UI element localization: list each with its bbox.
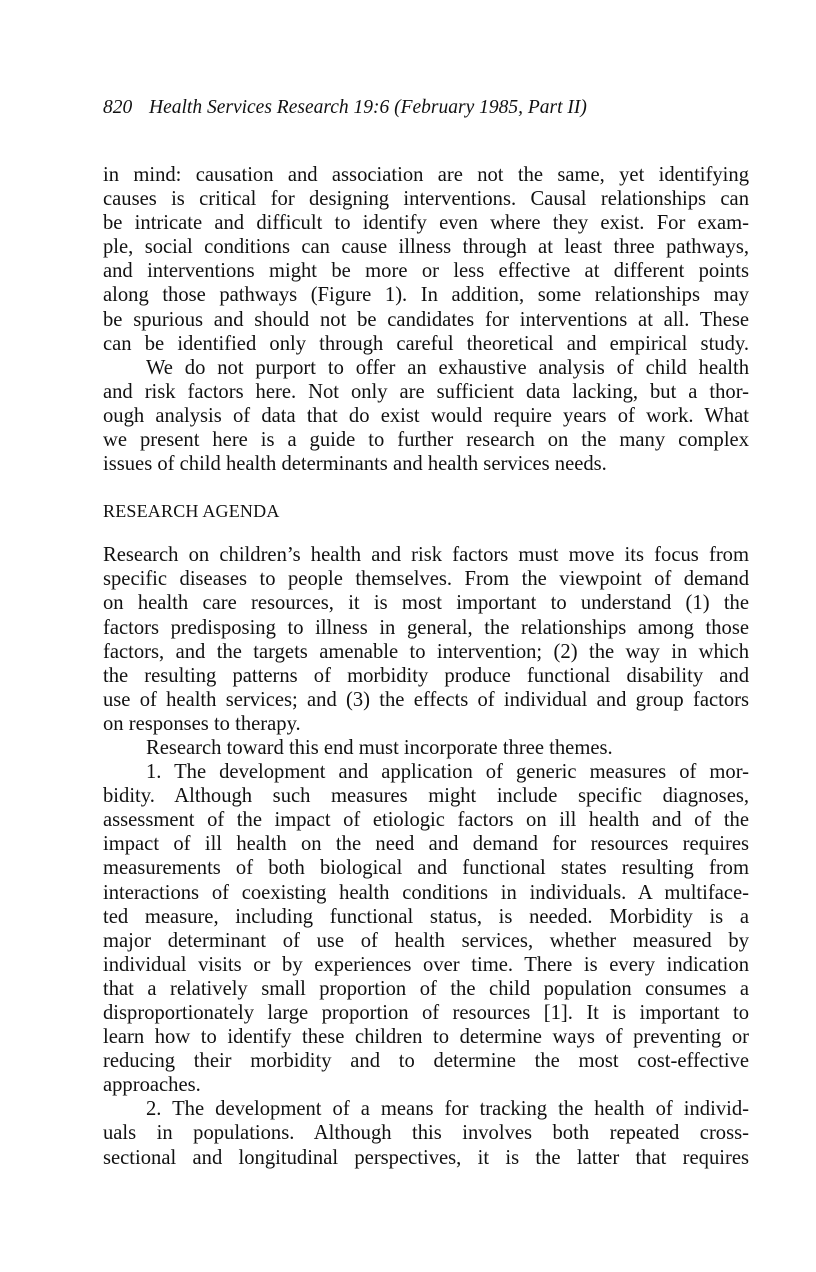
text-line: causes is critical for designing interventions. Causal relationships can (103, 188, 749, 211)
text-line: Research toward this end must incorporate three themes. (146, 736, 613, 759)
text-line: on responses to therapy. (103, 712, 301, 735)
journal-citation: Health Services Research 19:6 (February 1985, Part II) (149, 97, 587, 118)
paragraph-three-themes (103, 736, 749, 760)
text-line: ple, social conditions can cause illness through at least three pathways, (103, 236, 749, 259)
text-line: ted measure, including functional status, is needed. Morbidity is a (103, 905, 749, 928)
text-line: be spurious and should not be candidates for interventions at all. These (103, 308, 749, 331)
text-line: be intricate and difficult to identify even where they exist. For exam- (103, 212, 749, 235)
text-line: issues of child health determinants and health services needs. (103, 453, 607, 476)
text-line: We do not purport to offer an exhaustive analysis of child health (146, 356, 749, 379)
paragraph-theme-2 (103, 1097, 749, 1169)
text-line: factors predisposing to illness in general, the relationships among those (103, 616, 749, 639)
text-line: and risk factors here. Not only are sufficient data lacking, but a thor- (103, 380, 749, 403)
text-line: learn how to identify these children to determine ways of preventing or (103, 1026, 749, 1049)
text-line: major determinant of use of health services, whether measured by (103, 929, 749, 952)
text-line: factors, and the targets amenable to intervention; (2) the way in which (103, 640, 749, 663)
paragraph-scope (103, 356, 749, 476)
text-line: 2. The development of a means for tracking the health of individ- (146, 1098, 749, 1121)
text-line: approaches. (103, 1074, 201, 1097)
text-line: measurements of both biological and functional states resulting from (103, 857, 749, 880)
text-line: we present here is a guide to further research on the many complex (103, 429, 749, 452)
section-heading: RESEARCH AGENDA (103, 501, 280, 522)
running-header (103, 96, 749, 120)
text-line: in mind: causation and association are not the same, yet identifying (103, 164, 749, 186)
paragraph-theme-1 (103, 760, 749, 1097)
text-line: and interventions might be more or less effective at different points (103, 260, 749, 283)
text-line: Research on children’s health and risk factors must move its focus from (103, 544, 749, 567)
paragraph-causation (103, 163, 749, 356)
text-line: uals in populations. Although this involves both repeated cross- (103, 1122, 749, 1145)
text-line: assessment of the impact of etiologic factors on ill health and of the (103, 809, 749, 832)
text-line: on health care resources, it is most important to understand (1) the (103, 592, 749, 615)
text-line: specific diseases to people themselves. From the viewpoint of demand (103, 568, 749, 591)
text-line: can be identified only through careful theoretical and empirical study. (103, 332, 749, 355)
text-line: reducing their morbidity and to determine the most cost-effective (103, 1050, 749, 1073)
text-line: 1. The development and application of generic measures of mor- (146, 761, 749, 784)
text-line: along those pathways (Figure 1). In addition, some relationships may (103, 284, 749, 307)
text-line: ough analysis of data that do exist would require years of work. What (103, 404, 749, 427)
body-text (103, 163, 749, 1170)
document-page (103, 96, 749, 1170)
text-line: bidity. Although such measures might include specific diagnoses, (103, 785, 749, 808)
text-line: use of health services; and (3) the effects of individual and group factors (103, 688, 749, 711)
text-line: that a relatively small proportion of the child population consumes a (103, 977, 749, 1000)
text-line: sectional and longitudinal perspectives, it is the latter that requires (103, 1146, 749, 1169)
text-line: disproportionately large proportion of resources [1]. It is important to (103, 1002, 749, 1024)
paragraph-research-focus (103, 543, 749, 736)
page-number: 820 (103, 97, 133, 118)
text-line: the resulting patterns of morbidity produce functional disability and (103, 664, 749, 687)
text-line: individual visits or by experiences over time. There is every indication (103, 953, 749, 976)
text-line: interactions of coexisting health conditions in individuals. A multiface- (103, 881, 749, 904)
text-line: impact of ill health on the need and demand for resources requires (103, 833, 749, 856)
